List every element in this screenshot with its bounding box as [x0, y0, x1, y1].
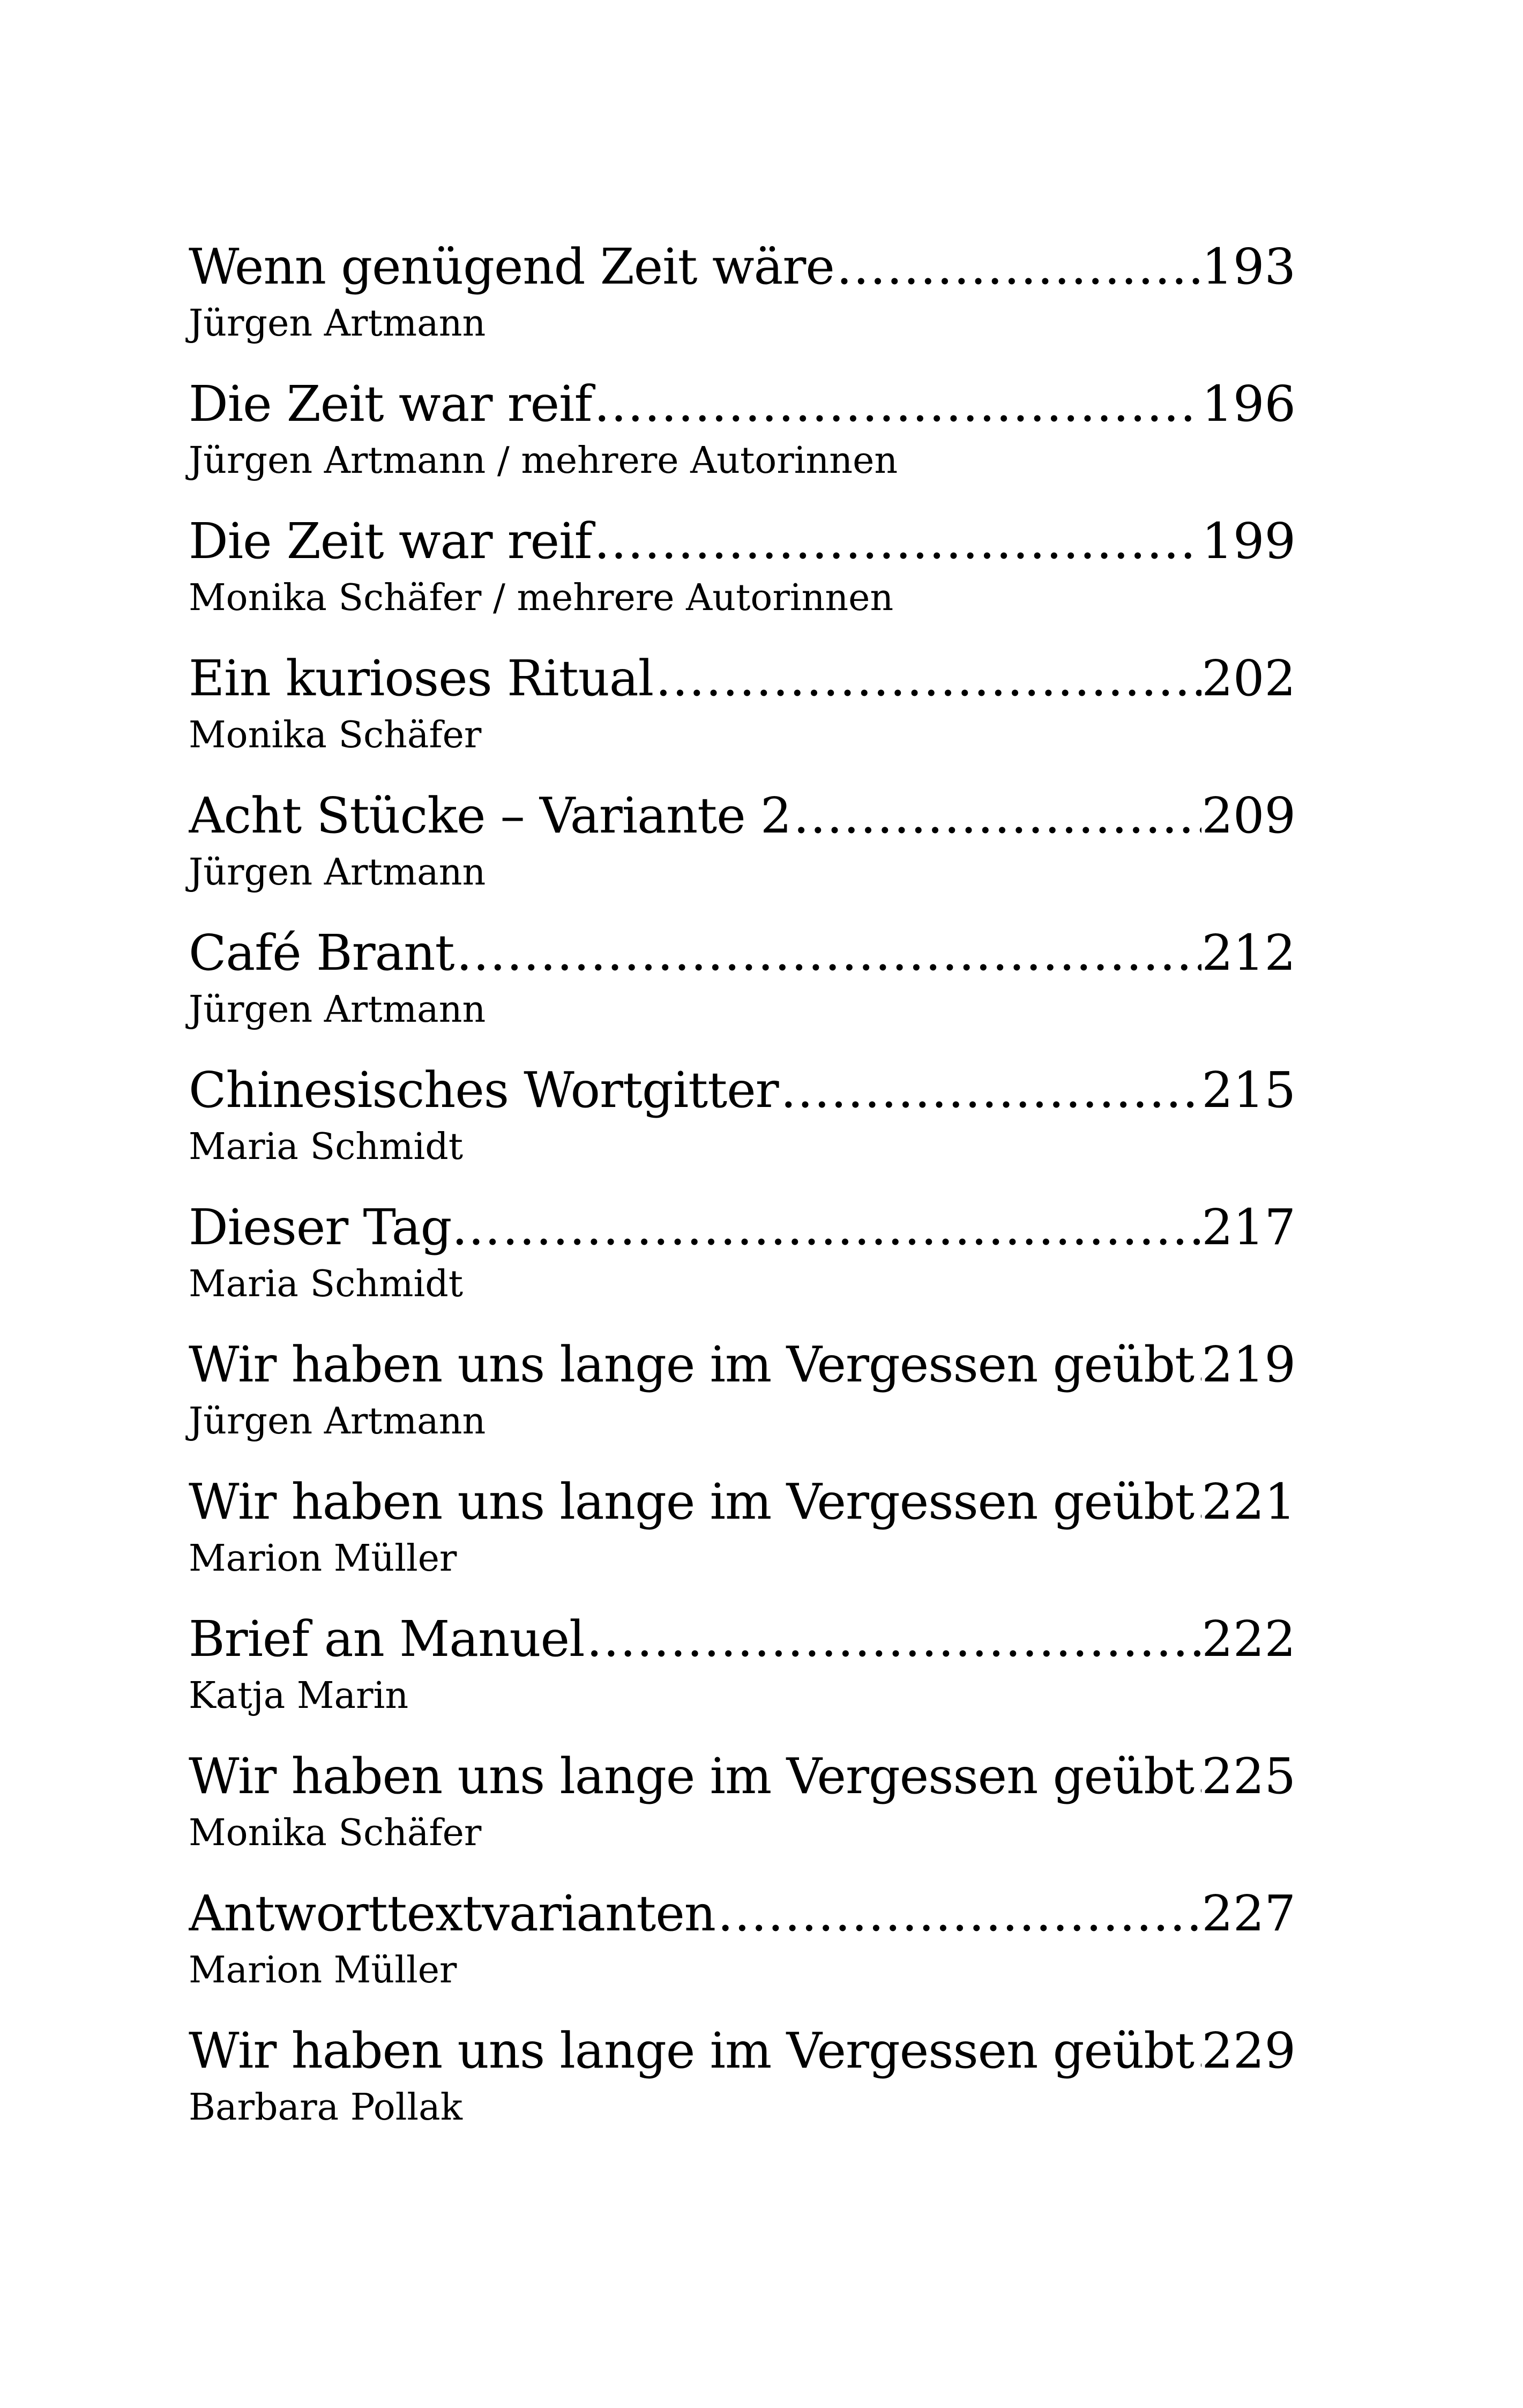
toc-entry: [189, 1467, 1296, 1604]
toc-entry: [189, 643, 1296, 781]
toc-entry: [189, 369, 1296, 506]
toc-entry-author: Jürgen Artmann: [189, 989, 486, 1031]
dot-leader: [500, 1192, 1201, 1263]
toc-page-number: 215: [1201, 1061, 1296, 1119]
toc-entry-author: Jürgen Artmann: [189, 1400, 486, 1443]
toc-entry: [189, 918, 1296, 1055]
toc-title-line: [189, 2016, 1296, 2086]
dot-leader: [592, 506, 1202, 577]
toc-entry-author: Barbara Pollak: [189, 2086, 462, 2129]
toc-title-line: [189, 232, 1296, 302]
toc-page-number: 196: [1201, 375, 1296, 433]
dot-leader: [454, 918, 1202, 989]
dot-leader: [791, 781, 1201, 851]
toc-entry-author: Katja Marin: [189, 1675, 409, 1717]
dot-leader: [1194, 2016, 1201, 2086]
toc-title-line: [189, 1329, 1296, 1400]
toc-entry: [189, 232, 1296, 369]
toc-entry: [189, 1741, 1296, 1878]
toc-title-line: [189, 643, 1296, 714]
toc-entry-title: Wir haben uns lange im Vergessen geübt: [189, 2022, 1194, 2079]
toc-page-number: 209: [1201, 787, 1296, 844]
toc-page-number: 217: [1201, 1199, 1296, 1256]
dot-leader: [1194, 1467, 1201, 1537]
toc-entry-title: Ein kurioses Ritual: [189, 650, 654, 707]
toc-entry-title: Die Zeit war reif: [189, 512, 592, 570]
toc-page-number: 199: [1201, 512, 1296, 570]
toc-entry: [189, 1055, 1296, 1192]
toc-entry-author: Marion Müller: [189, 1949, 457, 1991]
toc-entry: [189, 506, 1296, 643]
toc-entry-author: Monika Schäfer / mehrere Autorinnen: [189, 577, 894, 619]
toc-entry-title: Dieser Tag…: [189, 1199, 501, 1256]
toc-entry-title: Wir haben uns lange im Vergessen geübt: [189, 1336, 1194, 1393]
dot-leader: [592, 369, 1202, 440]
toc-entry-author: Maria Schmidt: [189, 1126, 464, 1168]
dot-leader: [1194, 1329, 1201, 1400]
toc-title-line: [189, 1741, 1296, 1812]
toc-title-line: [189, 369, 1296, 440]
dot-leader: [653, 643, 1201, 714]
toc-entry: [189, 1878, 1296, 2016]
toc-page-number: 225: [1201, 1748, 1296, 1805]
toc-entry-author: Jürgen Artmann: [189, 302, 486, 345]
toc-entry-title: Brief an Manuel: [189, 1610, 585, 1668]
toc-page-number: 229: [1201, 2022, 1296, 2079]
toc-page-number: 221: [1201, 1473, 1296, 1530]
toc-entry-author: Jürgen Artmann / mehrere Autorinnen: [189, 440, 898, 482]
toc-entry-author: Monika Schäfer: [189, 714, 482, 756]
dot-leader: [585, 1604, 1202, 1675]
toc-entry-author: Jürgen Artmann: [189, 851, 486, 894]
toc-entry: [189, 2016, 1296, 2153]
toc-title-line: [189, 918, 1296, 989]
toc-entry-author: Monika Schäfer: [189, 1812, 482, 1854]
dot-leader: [834, 232, 1202, 302]
toc-title-line: [189, 1467, 1296, 1537]
toc-page-number: 219: [1201, 1336, 1296, 1393]
toc-entry-title: Antworttextvarianten: [189, 1885, 716, 1942]
toc-title-line: [189, 1192, 1296, 1263]
toc-title-line: [189, 1055, 1296, 1126]
dot-leader: [715, 1878, 1201, 1949]
toc-page-number: 227: [1201, 1885, 1296, 1942]
toc-page-number: 202: [1201, 650, 1296, 707]
toc-entry: [189, 1192, 1296, 1329]
dot-leader: [779, 1055, 1202, 1126]
toc-title-line: [189, 1878, 1296, 1949]
toc-entry: [189, 781, 1296, 918]
toc-entry: [189, 1604, 1296, 1741]
toc-title-line: [189, 506, 1296, 577]
table-of-contents: [189, 232, 1296, 2153]
toc-page-number: 193: [1201, 238, 1296, 295]
toc-entry-author: Marion Müller: [189, 1537, 457, 1580]
toc-title-line: [189, 1604, 1296, 1675]
toc-page-number: 212: [1201, 924, 1296, 982]
toc-title-line: [189, 781, 1296, 851]
toc-entry: [189, 1329, 1296, 1467]
dot-leader: [1194, 1741, 1201, 1812]
toc-entry-title: Acht Stücke – Variante 2: [189, 787, 792, 844]
toc-entry-title: Wir haben uns lange im Vergessen geübt: [189, 1473, 1194, 1530]
toc-entry-title: Wenn genügend Zeit wäre: [189, 238, 834, 295]
toc-entry-title: Café Brant: [189, 924, 454, 982]
toc-entry-title: Chinesisches Wortgitter: [189, 1061, 779, 1119]
toc-entry-title: Die Zeit war reif: [189, 375, 592, 433]
toc-page-number: 222: [1201, 1610, 1296, 1668]
toc-entry-author: Maria Schmidt: [189, 1263, 464, 1305]
toc-entry-title: Wir haben uns lange im Vergessen geübt: [189, 1748, 1194, 1805]
